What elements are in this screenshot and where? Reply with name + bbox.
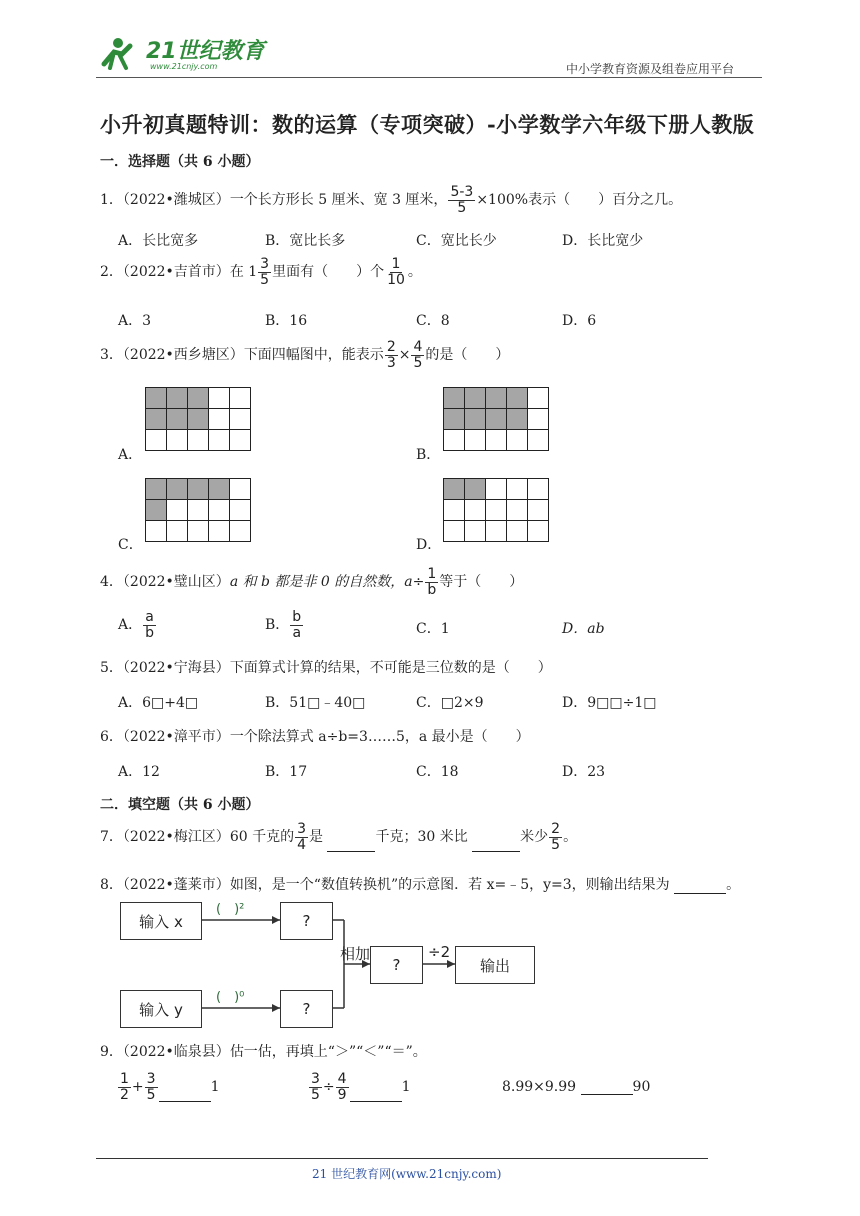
question-8: 8．（2022•蓬莱市）如图，是一个“数值转换机”的示意图．若 x=﹣5，y=3，则输出结果为 。 <box>100 877 741 893</box>
sum-box: ? <box>370 946 423 984</box>
answer-blank[interactable] <box>581 1078 633 1095</box>
q6-option-d[interactable]: D．23 <box>562 764 606 780</box>
question-3: 3．（2022•西乡塘区）下面四幅图中，能表示 $\frac{2}{3}$ × $\frac{4}{5}$ 的是（ ） <box>100 339 510 371</box>
input-y-box: 输入 y <box>120 990 202 1028</box>
q5-option-b[interactable]: B．51□﹣40□ <box>265 695 366 711</box>
question-4: 4．（2022•璧山区）a 和 b 都是非 0 的自然数，a÷ $\frac{1}{b}$ 等于（ ） <box>100 566 524 598</box>
q1-option-b[interactable]: B．宽比长多 <box>265 233 346 249</box>
q2-option-c[interactable]: C．8 <box>416 313 450 329</box>
q4-option-d[interactable]: D．ab <box>562 621 605 637</box>
q3-option-c[interactable]: C． <box>118 537 143 553</box>
input-x-box: 输入 x <box>120 902 202 940</box>
q3-option-a[interactable]: A． <box>118 447 143 463</box>
fraction: $\frac{1}{b}$ <box>427 566 437 598</box>
question-9: 9．（2022•临泉县）估一估，再填上“＞”“＜”“＝”。 <box>100 1044 427 1060</box>
fraction: $\frac{2}{5}$ <box>551 821 561 853</box>
fraction: $\frac{4}{5}$ <box>413 339 423 371</box>
estimate-1: $\frac{1}{2}$ + $\frac{3}{5}$ 1 <box>120 1071 220 1103</box>
fraction: $\frac{2}{3}$ <box>386 339 396 371</box>
q2-option-b[interactable]: B．16 <box>265 313 308 329</box>
footer-link[interactable]: 21 世纪教育网(www.21cnjy.com) <box>312 1167 502 1181</box>
q4-option-a[interactable]: A． $\frac{a}{b}$ <box>118 609 155 641</box>
q5-option-a[interactable]: A．6□+4□ <box>118 695 199 711</box>
q4-option-c[interactable]: C．1 <box>416 621 450 637</box>
add-label: 相加 <box>340 945 371 963</box>
zero-power-operation: ( )⁰ <box>216 990 245 1005</box>
platform-name: 中小学教育资源及组卷应用平台 <box>566 62 735 76</box>
fraction: $\frac{3}{5}$ <box>260 256 270 288</box>
fraction: $\frac{5-3}{5}$ <box>450 184 474 216</box>
divide-label: ÷2 <box>428 943 451 961</box>
page-title: 小升初真题特训：数的运算（专项突破）-小学数学六年级下册人教版 <box>100 112 755 137</box>
q1-option-c[interactable]: C．宽比长少 <box>416 233 497 249</box>
q2-option-d[interactable]: D．6 <box>562 313 597 329</box>
logo-text: 21世纪教育 <box>146 39 265 64</box>
q5-option-c[interactable]: C．□2×9 <box>416 695 484 711</box>
q3-option-d[interactable]: D． <box>416 537 442 553</box>
question-2: 2．（2022•吉首市）在 1 $\frac{3}{5}$ 里面有（ ）个 $\frac{1}{10}$ 。 <box>100 256 422 288</box>
fraction: $\frac{3}{4}$ <box>297 821 306 853</box>
q3-option-b[interactable]: B． <box>416 447 441 463</box>
output-box: 输出 <box>455 946 535 984</box>
section-fill: 二．填空题（共 6 小题） <box>100 797 260 813</box>
q1-option-a[interactable]: A．长比宽多 <box>118 233 199 249</box>
result-box-y: ? <box>280 990 333 1028</box>
estimate-3: 8.99×9.99 90 <box>502 1079 651 1095</box>
question-1: 1．（2022•潍城区）一个长方形长 5 厘米、宽 3 厘米， $\frac{5-3}{5}$ ×100%表示（ ）百分之几。 <box>100 184 683 216</box>
answer-blank[interactable] <box>159 1085 211 1102</box>
q4-option-b[interactable]: B． $\frac{b}{a}$ <box>265 609 302 641</box>
result-box-x: ? <box>280 902 333 940</box>
logo-url: www.21cnjy.com <box>150 62 218 71</box>
answer-blank[interactable] <box>350 1085 402 1102</box>
question-5: 5．（2022•宁海县）下面算式计算的结果，不可能是三位数的是（ ） <box>100 660 552 676</box>
q1-option-d[interactable]: D．长比宽少 <box>562 233 644 249</box>
estimate-2: $\frac{3}{5}$ ÷ $\frac{4}{9}$ 1 <box>311 1071 411 1103</box>
question-6: 6．（2022•漳平市）一个除法算式 a÷b=3……5，a 最小是（ ） <box>100 729 530 745</box>
square-operation: ( )² <box>216 902 245 917</box>
q6-option-c[interactable]: C．18 <box>416 764 459 780</box>
fraction: $\frac{1}{10}$ <box>387 256 405 288</box>
q6-option-b[interactable]: B．17 <box>265 764 308 780</box>
q5-option-d[interactable]: D．9□□÷1□ <box>562 695 657 711</box>
footer-divider <box>96 1158 708 1159</box>
section-choice: 一．选择题（共 6 小题） <box>100 154 260 170</box>
q6-option-a[interactable]: A．12 <box>118 764 160 780</box>
question-7: 7．（2022•梅江区）60 千克的 $\frac{3}{4}$ 是 千克；30 米比 米少 $\frac{2}{5}$ 。 <box>100 821 578 853</box>
q2-option-a[interactable]: A．3 <box>118 313 152 329</box>
